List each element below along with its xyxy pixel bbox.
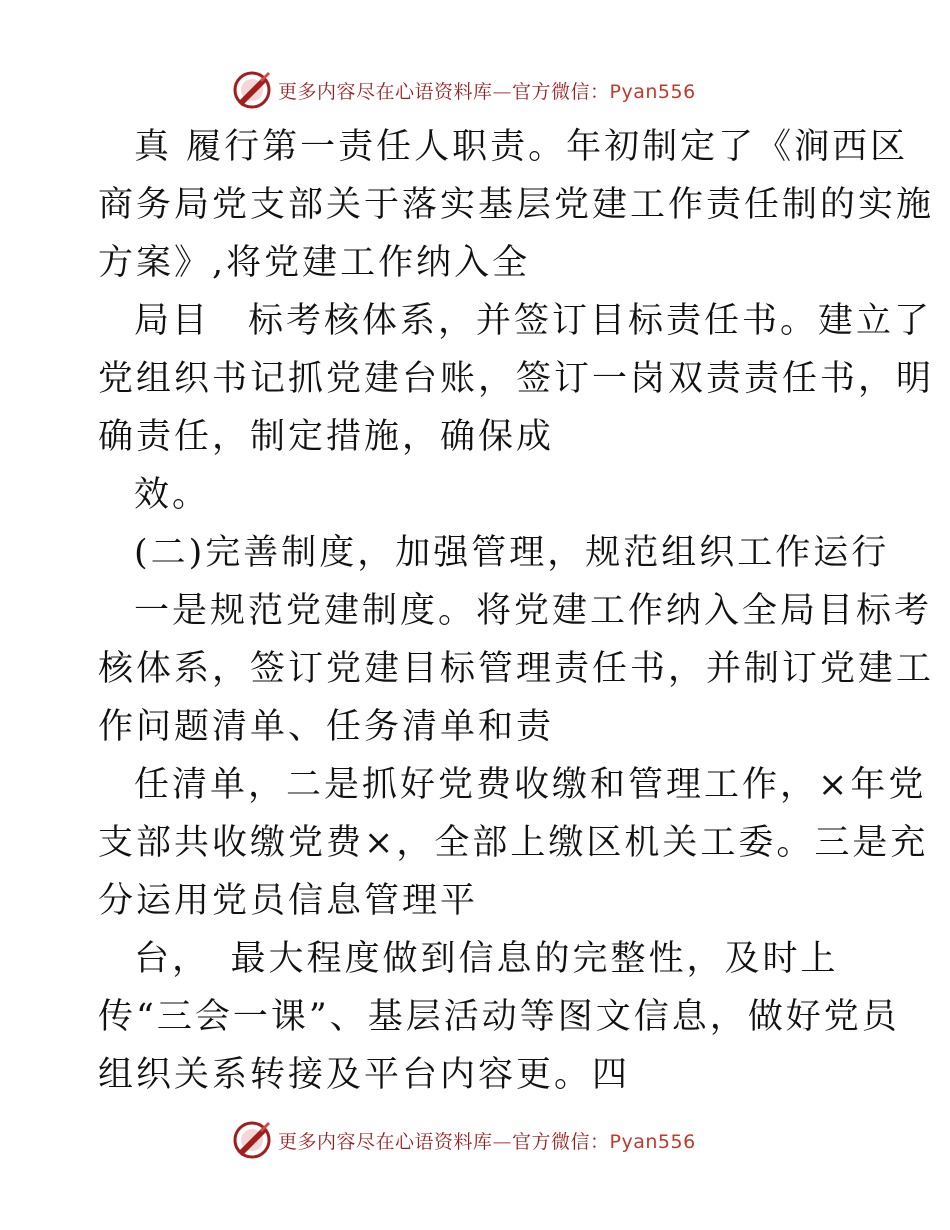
text-line: 支部共收缴党费×，全部上缴区机关工委。三是充: [98, 823, 929, 863]
text-line: 分运用党员信息管理平: [98, 881, 479, 921]
text-line: 传“三会一课”、基层活动等图文信息，做好党员: [98, 997, 900, 1037]
footer-banner-wechat-id: Pyan556: [609, 1130, 696, 1153]
footer-banner-main: 更多内容尽在心语资料库: [278, 1130, 493, 1153]
header-banner-wechat-label: 官方微信：: [512, 80, 610, 103]
section-heading: (二)完善制度，加强管理，规范组织工作运行: [134, 533, 890, 573]
header-banner-wechat-id: Pyan556: [609, 80, 696, 103]
brand-logo-icon: [232, 1120, 272, 1160]
text-line: 一是规范党建制度。将党建工作纳入全局目标考: [134, 591, 933, 631]
footer-banner: [232, 1118, 696, 1162]
text-line: 任清单，二是抓好党费收缴和管理工作，×年党: [134, 765, 927, 805]
text-line: 核体系，签订党建目标管理责任书，并制订党建工: [98, 649, 935, 689]
text-line: 效。: [134, 475, 211, 515]
header-banner-main: 更多内容尽在心语资料库: [278, 80, 493, 103]
header-banner-separator: —: [492, 80, 513, 103]
text-line: 党组织书记抓党建台账，签订一岗双责责任书，明: [98, 359, 935, 399]
footer-banner-wechat-label: 官方微信：: [512, 1130, 610, 1153]
text-line: 真 履行第一责任人职责。年初制定了《涧西区: [134, 127, 909, 167]
text-line: 确责任，制定措施，确保成: [98, 417, 555, 457]
footer-banner-separator: —: [492, 1130, 513, 1153]
footer-banner-text: [278, 1127, 696, 1154]
text-line: 作问题清单、任务清单和责: [98, 707, 555, 747]
text-line: 台， 最大程度做到信息的完整性，及时上: [134, 939, 839, 979]
text-line: 商务局党支部关于落实基层党建工作责任制的实施: [98, 185, 935, 225]
text-line: 局目 标考核体系，并签订目标责任书。建立了: [134, 301, 933, 341]
text-line: 方案》,将党建工作纳入全: [98, 243, 531, 283]
text-line: 组织关系转接及平台内容更。四: [98, 1055, 631, 1095]
